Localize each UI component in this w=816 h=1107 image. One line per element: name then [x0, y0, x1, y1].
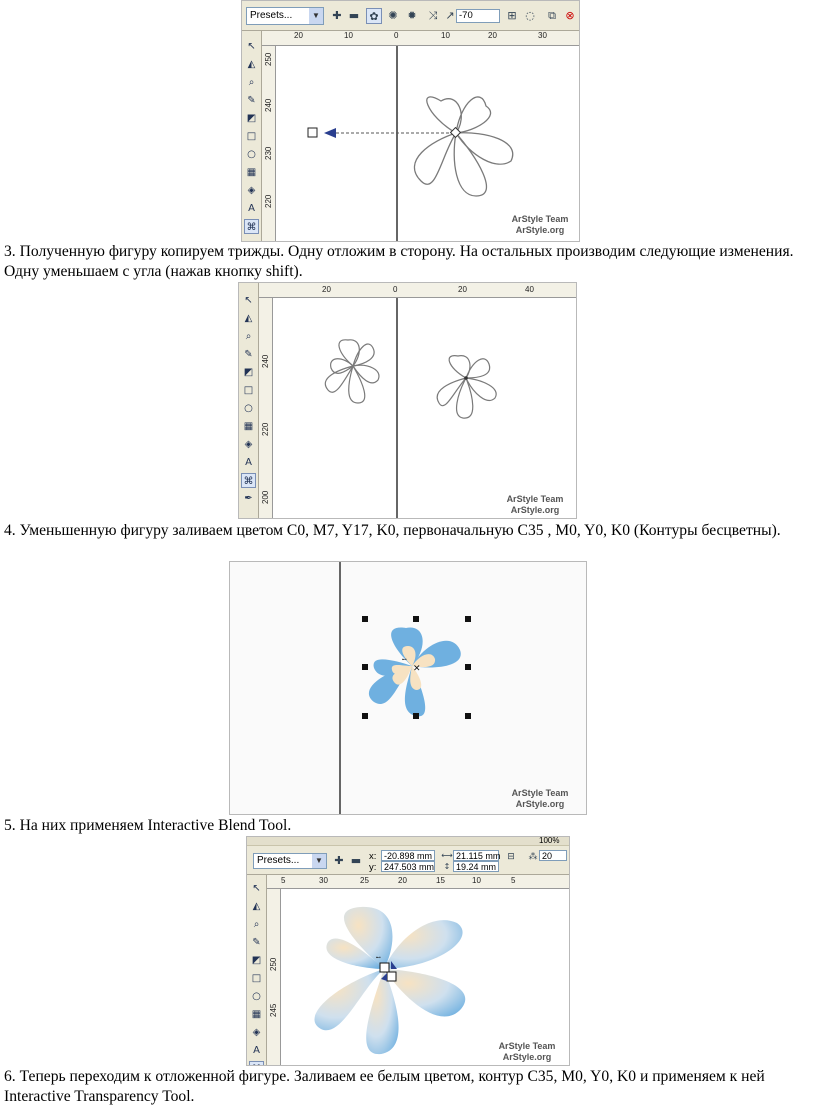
presets-label: Presets...	[257, 855, 300, 866]
watermark-line-2: ArStyle.org	[502, 1052, 552, 1062]
eyedropper-icon[interactable]: ✒	[244, 493, 253, 504]
vertical-ruler[interactable]	[267, 889, 281, 1065]
freehand-tool-icon[interactable]: ✎	[247, 95, 256, 106]
pick-tool-icon[interactable]: ↖	[252, 883, 261, 894]
clear-distortion-icon[interactable]: ⊗	[565, 9, 575, 22]
vertical-ruler[interactable]	[262, 46, 276, 241]
basic-shapes-icon[interactable]: ◈	[252, 1027, 261, 1038]
toolbox	[247, 875, 267, 1065]
ruler-v-label: 240	[261, 354, 270, 368]
step-6-text: 6. Теперь переходим к отложенной фигуре. Заливаем ее белым цветом, контур C35, M0, Y0, K0 и применяем к ней Interactive Transparency Tool.	[4, 1068, 765, 1105]
ellipse-tool-icon[interactable]: ○	[252, 991, 261, 1002]
remove-preset-icon[interactable]: ▬	[348, 9, 360, 22]
watermark-line-1: ArStyle Team	[511, 214, 569, 224]
lock-ratio-icon[interactable]: ⊟	[507, 852, 515, 862]
amplitude-icon: ↗	[445, 9, 455, 22]
flower-outline-drawing[interactable]	[276, 46, 579, 241]
remove-preset-icon[interactable]: ▬	[350, 854, 362, 867]
interactive-blend-tool-icon[interactable]	[249, 1061, 264, 1066]
smart-fill-icon[interactable]: ◩	[251, 955, 262, 966]
rectangle-tool-icon[interactable]: □	[251, 973, 262, 984]
horizontal-ruler[interactable]	[262, 31, 579, 46]
svg-text:⊷: ⊷	[402, 657, 407, 663]
step-5-text: 5. На них применяем Interactive Blend Tool.	[4, 817, 292, 834]
ruler-v-label: 230	[264, 146, 273, 160]
ruler-h-label: 5	[511, 876, 516, 885]
amplitude-input[interactable]	[456, 9, 500, 23]
pick-tool-icon[interactable]: ↖	[244, 295, 253, 306]
rectangle-tool-icon[interactable]: □	[243, 385, 254, 396]
smart-fill-icon[interactable]: ◩	[246, 113, 257, 124]
convert-icon[interactable]: ◌	[525, 9, 535, 22]
drawing-canvas[interactable]	[273, 298, 576, 518]
colored-flowers-drawing[interactable]	[230, 562, 587, 815]
amplitude-value: -70	[459, 10, 473, 21]
ruler-h-label: 15	[436, 876, 445, 885]
zoom-tool-icon[interactable]: ⌕	[248, 77, 255, 88]
zipper-icon[interactable]: ✺	[388, 9, 398, 22]
ruler-h-label: 10	[472, 876, 481, 885]
toolbox	[239, 283, 259, 518]
svg-text:✕: ✕	[413, 664, 421, 674]
zoom-readout: 100%	[539, 836, 560, 845]
steps-icon: ⁂	[528, 852, 538, 862]
screenshot-step2-toolbar-canvas	[241, 0, 580, 242]
property-bar	[242, 1, 579, 31]
ruler-h-label: 0	[393, 285, 398, 294]
ruler-h-label: 0	[394, 31, 399, 40]
x-position-value: -20.898 mm	[384, 851, 433, 861]
ruler-h-label: 5	[281, 876, 286, 885]
copy-properties-icon[interactable]: ⧉	[548, 9, 556, 22]
ruler-h-label: 20	[458, 285, 467, 294]
zoom-tool-icon[interactable]: ⌕	[253, 919, 260, 930]
ellipse-tool-icon[interactable]: ○	[247, 149, 256, 160]
text-tool-icon[interactable]: A	[253, 1045, 260, 1056]
ruler-h-label: 30	[319, 876, 328, 885]
ruler-v-label: 220	[264, 194, 273, 208]
ruler-h-label: 20	[398, 876, 407, 885]
toolbox	[242, 31, 262, 241]
blend-steps-input[interactable]	[539, 850, 567, 861]
height-input[interactable]	[453, 861, 499, 872]
ruler-h-label: 30	[538, 31, 547, 40]
graph-paper-icon[interactable]: ▦	[246, 167, 257, 178]
ellipse-tool-icon[interactable]: ○	[244, 403, 253, 414]
watermark-line-1: ArStyle Team	[498, 1041, 556, 1051]
screenshot-step4-colored-flowers	[229, 561, 587, 815]
presets-dropdown[interactable]	[246, 7, 324, 25]
x-label: x:	[369, 851, 377, 862]
ruler-h-label: 20	[294, 31, 303, 40]
ruler-h-label: 20	[322, 285, 331, 294]
horizontal-ruler[interactable]	[267, 875, 569, 889]
basic-shapes-icon[interactable]: ◈	[247, 185, 256, 196]
screenshot-step3-canvas	[238, 282, 577, 519]
pucker-icon[interactable]: ✿	[366, 8, 382, 24]
ruler-h-label: 10	[441, 31, 450, 40]
graph-paper-icon[interactable]: ▦	[243, 421, 254, 432]
add-preset-icon[interactable]: ✚	[332, 9, 342, 22]
svg-text:⊷: ⊷	[376, 955, 381, 961]
presets-label: Presets...	[250, 10, 293, 21]
width-value: 21.115 mm	[456, 851, 501, 861]
y-position-value: 247.503 mm	[384, 862, 435, 872]
shape-tool-icon[interactable]: ◭	[252, 901, 261, 912]
presets-dropdown[interactable]	[253, 853, 327, 869]
ruler-v-label: 240	[264, 98, 273, 112]
two-flower-outlines[interactable]	[273, 298, 576, 518]
ruler-v-label: 245	[269, 1003, 278, 1017]
ruler-h-label: 10	[344, 31, 353, 40]
freehand-tool-icon[interactable]: ✎	[252, 937, 261, 948]
pick-tool-icon[interactable]: ↖	[247, 41, 256, 52]
height-value: 19.24 mm	[456, 862, 497, 872]
width-icon: ⟷	[441, 851, 453, 860]
distort-icon[interactable]: ⤨	[428, 9, 438, 22]
drawing-canvas[interactable]	[281, 889, 569, 1065]
watermark	[495, 494, 575, 516]
screenshot-step5-blend	[246, 836, 570, 1066]
property-bar	[247, 837, 569, 875]
height-icon: ↕	[443, 862, 451, 871]
x-position-input[interactable]	[381, 850, 435, 861]
basic-shapes-icon[interactable]: ◈	[244, 439, 253, 450]
y-label: y:	[369, 862, 377, 873]
watermark	[487, 1041, 567, 1063]
watermark-line-2: ArStyle.org	[515, 799, 565, 809]
chevron-down-icon[interactable]: ▼	[309, 8, 323, 24]
vertical-ruler[interactable]	[259, 298, 273, 518]
twister-icon[interactable]: ✹	[407, 9, 417, 22]
shape-tool-icon[interactable]: ◭	[247, 59, 256, 70]
interactive-tool-icon[interactable]: ⌘	[241, 473, 256, 488]
step-4-text: 4. Уменьшенную фигуру заливаем цветом C0, M7, Y17, K0, первоначальную C35 , M0, Y0, K0 (Контуры бесцветны).	[4, 522, 781, 539]
width-input[interactable]	[453, 850, 499, 861]
ruler-h-label: 40	[525, 285, 534, 294]
zoom-tool-icon[interactable]: ⌕	[245, 331, 252, 342]
watermark	[500, 214, 579, 236]
top-icon-strip	[247, 837, 569, 846]
interactive-distort-icon[interactable]: ⌘	[244, 219, 259, 234]
watermark-line-2: ArStyle.org	[510, 505, 560, 515]
center-distortion-icon[interactable]: ⊞	[507, 9, 517, 22]
watermark-line-1: ArStyle Team	[511, 788, 569, 798]
watermark-line-2: ArStyle.org	[515, 225, 565, 235]
ruler-v-label: 250	[264, 52, 273, 66]
ruler-v-label: 250	[269, 957, 278, 971]
ruler-v-label: 200	[261, 490, 270, 504]
graph-paper-icon[interactable]: ▦	[251, 1009, 262, 1020]
step-3-text: 3. Полученную фигуру копируем трижды. Одну отложим в сторону. На остальных производим следующие изменения. Одну уменьшаем с угла (нажав кнопку shift).	[4, 243, 794, 280]
y-position-input[interactable]	[381, 861, 435, 872]
chevron-down-icon[interactable]: ▼	[312, 854, 326, 868]
watermark	[500, 788, 580, 810]
watermark-line-1: ArStyle Team	[506, 494, 564, 504]
text-tool-icon[interactable]: A	[248, 203, 255, 214]
ruler-v-label: 220	[261, 422, 270, 436]
shape-tool-icon[interactable]: ◭	[244, 313, 253, 324]
smart-fill-icon[interactable]: ◩	[243, 367, 254, 378]
blended-flower-drawing[interactable]	[281, 889, 569, 1065]
rectangle-tool-icon[interactable]: □	[246, 131, 257, 142]
blend-steps-value: 20	[542, 851, 553, 861]
ruler-h-label: 25	[360, 876, 369, 885]
horizontal-ruler[interactable]	[259, 283, 576, 298]
drawing-canvas[interactable]	[276, 46, 579, 241]
freehand-tool-icon[interactable]: ✎	[244, 349, 253, 360]
text-tool-icon[interactable]: A	[245, 457, 252, 468]
add-preset-icon[interactable]: ✚	[334, 854, 344, 867]
ruler-h-label: 20	[488, 31, 497, 40]
